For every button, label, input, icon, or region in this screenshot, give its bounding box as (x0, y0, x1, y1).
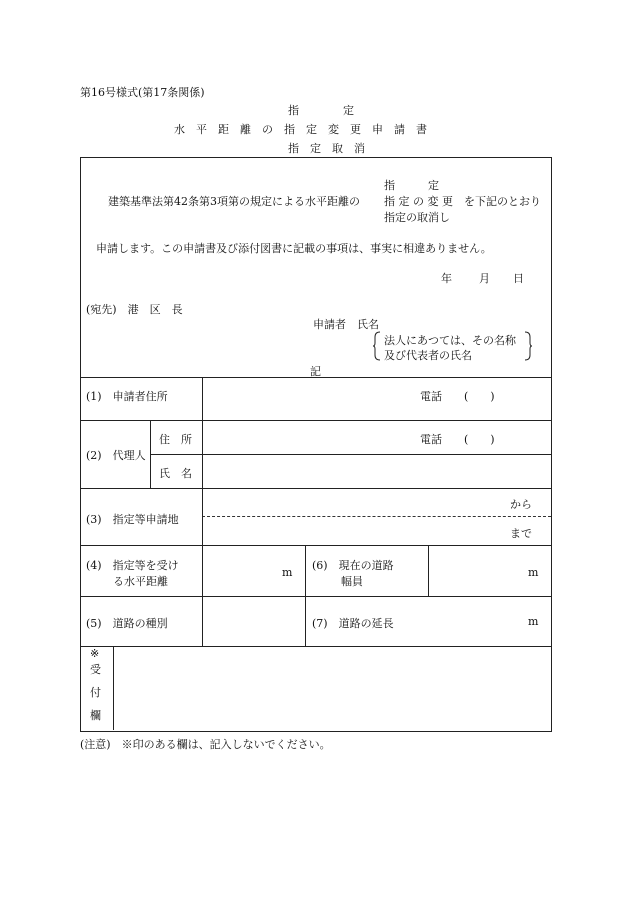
col-divider (202, 545, 203, 646)
row-divider (150, 454, 551, 455)
col-divider (150, 420, 151, 488)
reception-char-3: 欄 (90, 709, 101, 722)
title-line-1: 指 定 (288, 104, 354, 117)
row-divider (80, 488, 551, 489)
road-width-label-b: 幅員 (341, 575, 363, 588)
row-divider (80, 377, 551, 378)
col-divider (428, 545, 429, 596)
site-from-label: から (510, 498, 532, 511)
ki-mark: 記 (310, 365, 321, 378)
dashed-divider (202, 516, 551, 517)
intro-prefix: 建築基準法第42条第3項第の規定による水平距離の (108, 195, 360, 208)
title-line-2: 水 平 距 離 の 指 定 変 更 申 請 書 (174, 123, 427, 136)
reception-mark: ※ (90, 647, 100, 660)
row-divider (80, 596, 551, 597)
horizontal-distance-label-a: (4) 指定等を受け (86, 559, 179, 572)
row-divider (80, 646, 551, 647)
intro-suffix: を下記のとおり (464, 195, 541, 208)
site-label: (3) 指定等申請地 (86, 513, 179, 526)
road-width-unit: m (528, 566, 539, 579)
applicant-phone-label: 電話 ( ) (420, 390, 495, 403)
reception-char-1: 受 (90, 663, 101, 676)
applicant-note-1: 法人にあつては、その名称 (384, 334, 516, 347)
horizontal-distance-unit: m (282, 566, 293, 579)
road-length-unit: m (528, 615, 539, 628)
left-bracket-icon (373, 331, 381, 361)
agent-address-label: 住 所 (159, 433, 192, 446)
road-width-label-a: (6) 現在の道路 (312, 559, 394, 572)
intro-option-change: 指 定 の 変 更 (384, 195, 453, 208)
date-day: 日 (513, 272, 524, 285)
road-type-label: (5) 道路の種別 (86, 617, 168, 630)
date-year: 年 (441, 272, 452, 285)
intro-line-2: 申請します。この申請書及び添付図書に記載の事項は、事実に相違ありません。 (96, 242, 492, 255)
form-number: 第16号様式(第17条関係) (80, 86, 205, 99)
col-divider (202, 420, 203, 488)
addressee: (宛先) 港 区 長 (86, 303, 183, 316)
date-month: 月 (479, 272, 490, 285)
reception-char-2: 付 (90, 686, 101, 699)
right-bracket-icon (524, 331, 532, 361)
col-divider (113, 646, 114, 730)
row-divider (80, 545, 551, 546)
agent-label: (2) 代理人 (86, 449, 146, 462)
footnote: (注意) ※印のある欄は、記入しないでください。 (80, 738, 331, 751)
intro-option-designate: 指 定 (384, 179, 439, 192)
horizontal-distance-label-b: る水平距離 (113, 575, 168, 588)
applicant-label: 申請者 氏名 (313, 318, 379, 331)
road-length-label: (7) 道路の延長 (312, 617, 394, 630)
applicant-address-label: (1) 申請者住所 (86, 390, 168, 403)
intro-option-cancel: 指定の取消し (384, 211, 450, 224)
agent-phone-label: 電話 ( ) (420, 433, 495, 446)
col-divider (305, 545, 306, 646)
applicant-note-2: 及び代表者の氏名 (384, 349, 472, 362)
col-divider (202, 488, 203, 545)
agent-name-label: 氏 名 (159, 467, 192, 480)
title-line-3: 指 定 取 消 (288, 142, 365, 155)
col-divider (202, 377, 203, 420)
site-to-label: まで (510, 527, 532, 540)
